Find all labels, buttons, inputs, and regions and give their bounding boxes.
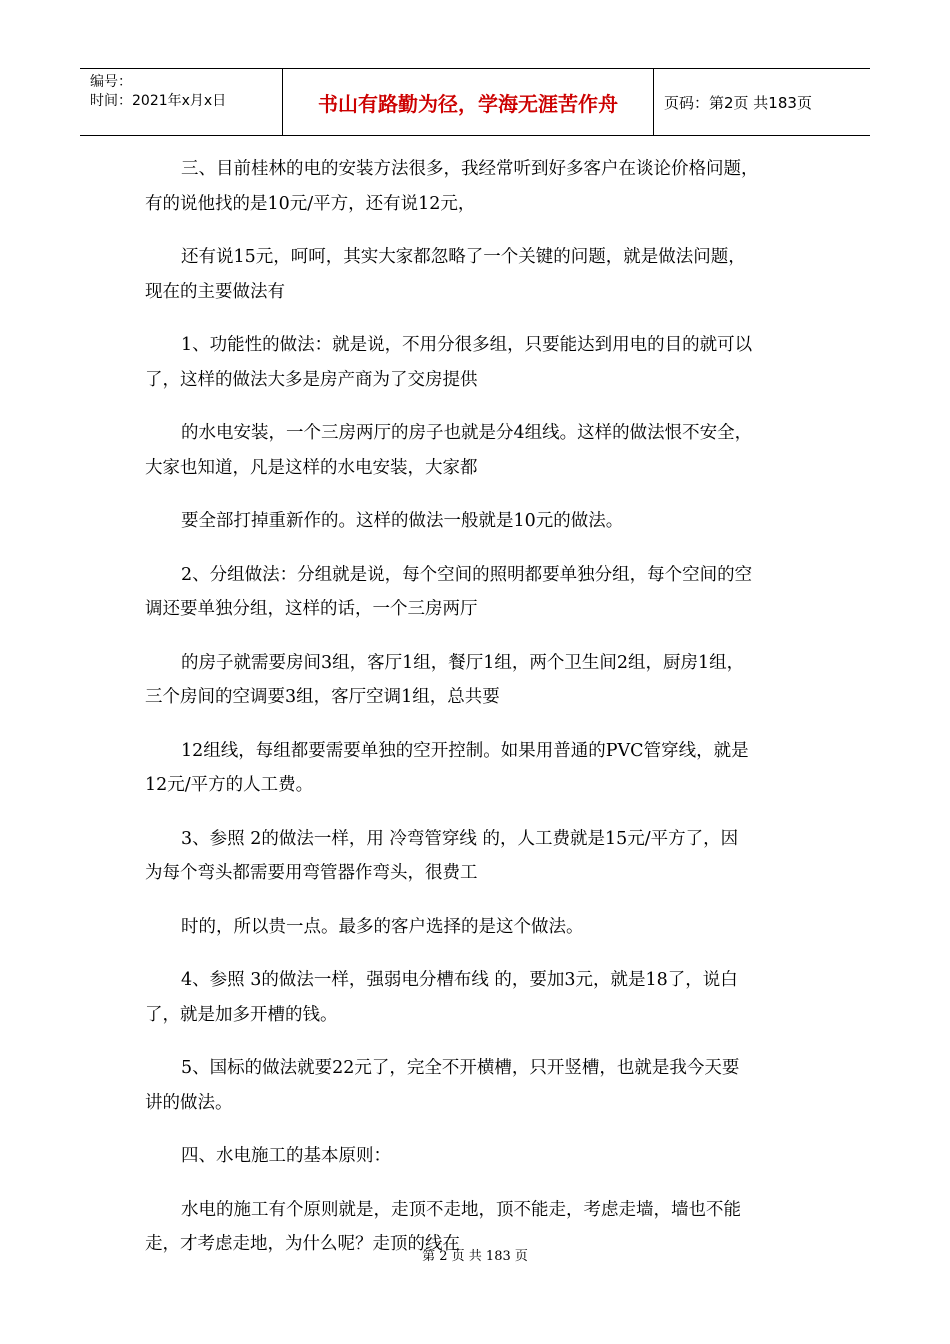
- body-paragraph: [145, 646, 817, 715]
- paragraph-line: 2、分组做法：分组就是说，每个空间的照明都要单独分组，每个空间的空: [181, 564, 753, 585]
- paragraph-line: 三个房间的空调要3组，客厅空调1组，总共要: [145, 687, 500, 707]
- body-paragraph: [145, 152, 817, 221]
- paragraph-line: 调还要单独分组，这样的话，一个三房两厅: [145, 599, 478, 619]
- body-paragraph: [145, 558, 817, 627]
- header-motto-cell: [283, 69, 654, 135]
- body-paragraph: [145, 328, 817, 397]
- paragraph-line: 大家也知道，凡是这样的水电安装，大家都: [145, 457, 478, 478]
- paragraph-line: 还有说15元，呵呵，其实大家都忽略了一个关键的问题，就是做法问题，: [181, 247, 746, 267]
- body-paragraph: [145, 963, 817, 1032]
- paragraph-line: 现在的主要做法有: [145, 281, 285, 302]
- body-paragraph: [145, 1139, 817, 1174]
- paragraph-line: 水电的施工有个原则就是，走顶不走地，顶不能走，考虑走墙，墙也不能: [181, 1199, 741, 1220]
- motto-text: 书山有路勤为径，学海无涯苦作舟: [318, 91, 618, 116]
- date-label: 时间：2021年x月x日: [90, 93, 227, 109]
- paragraph-line: 3、参照 2的做法一样，用 冷弯管穿线 的，人工费就是15元/平方了，因: [181, 828, 739, 849]
- paragraph-line: 4、参照 3的做法一样，强弱电分槽布线 的，要加3元，就是18了，说白: [181, 970, 738, 990]
- body-paragraph: [145, 910, 817, 945]
- header-meta-cell: [80, 69, 283, 135]
- paragraph-line: 了，这样的做法大多是房产商为了交房提供: [145, 369, 478, 390]
- paragraph-line: 12组线，每组都要需要单独的空开控制。如果用普通的PVC管穿线，就是: [181, 740, 749, 761]
- paragraph-line: 的水电安装，一个三房两厅的房子也就是分4组线。这样的做法恨不安全，: [181, 423, 753, 443]
- paragraph-line: 了，就是加多开槽的钱。: [145, 1004, 338, 1025]
- paragraph-line: 走，才考虑走地，为什么呢？走顶的线在: [145, 1234, 460, 1254]
- body-paragraph: [145, 822, 817, 891]
- page-info: 页码：第2页 共183页: [664, 93, 812, 112]
- body-paragraph: [145, 504, 817, 539]
- paragraph-line: 四、水电施工的基本原则：: [181, 1146, 391, 1166]
- body-paragraph: [145, 1051, 817, 1120]
- body-paragraph: [145, 416, 817, 485]
- paragraph-line: 12元/平方的人工费。: [145, 775, 314, 795]
- body-paragraph: [145, 240, 817, 309]
- paragraph-line: 三、目前桂林的电的安装方法很多，我经常听到好多客户在谈论价格问题，: [181, 159, 759, 179]
- paragraph-line: 有的说他找的是10元/平方，还有说12元，: [145, 193, 476, 214]
- paragraph-line: 的房子就需要房间3组，客厅1组，餐厅1组，两个卫生间2组，厨房1组，: [181, 652, 745, 673]
- paragraph-line: 1、功能性的做法：就是说，不用分很多组，只要能达到用电的目的就可以: [181, 335, 753, 355]
- document-header: [80, 68, 870, 136]
- paragraph-line: 5、国标的做法就要22元了，完全不开横槽，只开竖槽，也就是我今天要: [181, 1058, 740, 1078]
- code-label: 编号：: [90, 74, 132, 90]
- paragraph-line: 为每个弯头都需要用弯管器作弯头，很费工: [145, 863, 478, 883]
- document-body: [145, 152, 817, 1281]
- paragraph-line: 时的，所以贵一点。最多的客户选择的是这个做法。: [181, 916, 584, 937]
- paragraph-line: 讲的做法。: [145, 1092, 233, 1113]
- body-paragraph: [145, 734, 817, 803]
- paragraph-line: 要全部打掉重新作的。这样的做法一般就是10元的做法。: [181, 511, 624, 531]
- page-footer: 第 2 页 共 183 页: [422, 1249, 528, 1264]
